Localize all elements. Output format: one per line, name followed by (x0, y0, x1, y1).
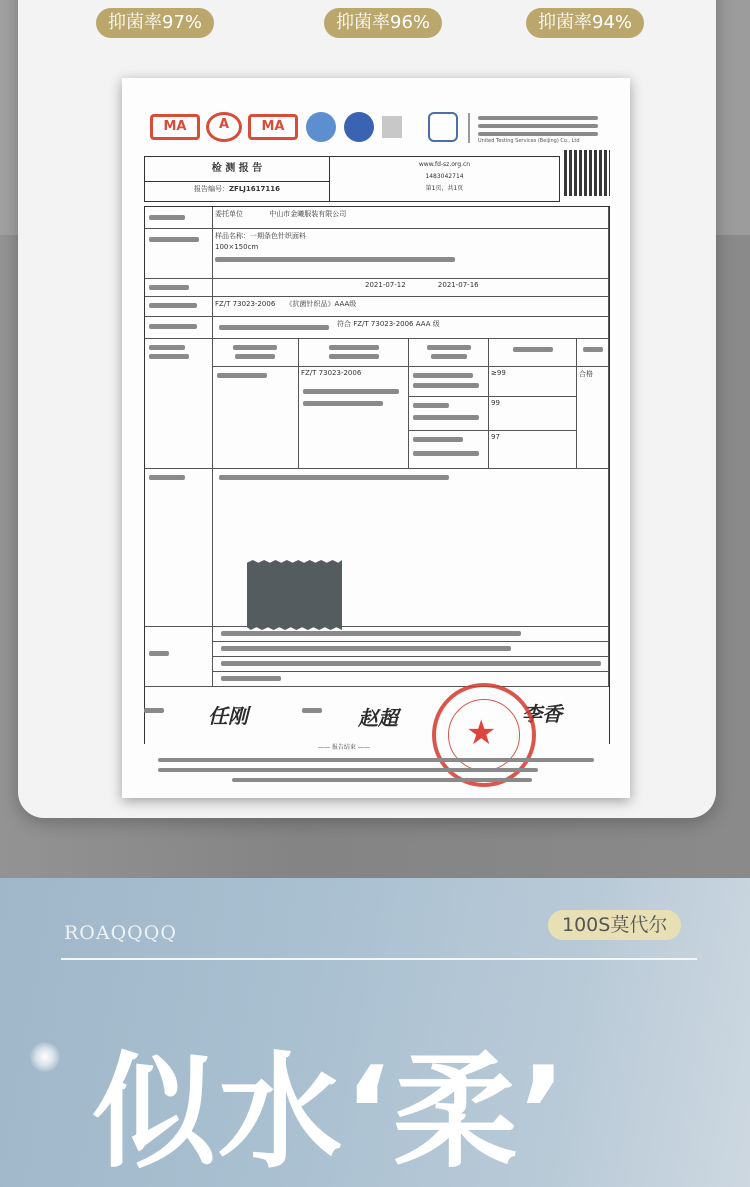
rate-badge-3: 抑菌率94% (526, 8, 644, 38)
note-3 (213, 657, 609, 672)
report-table (144, 206, 610, 744)
verdict-cell: 合格 (577, 367, 609, 469)
date-received: 2021-07-12 (365, 281, 406, 289)
row-label-standard (145, 297, 213, 317)
col-verdict (577, 339, 609, 367)
page-indicator: 第1页，共1页 (425, 185, 464, 192)
col-result (489, 339, 577, 367)
result-3: 97 (489, 431, 577, 469)
qr-code (564, 150, 610, 196)
row-label-date (145, 279, 213, 297)
report-number-value: ZFLJ1617116 (228, 185, 281, 193)
ca-logo: A (206, 112, 242, 142)
signature-3: 李香 (522, 702, 562, 726)
standard-cell (213, 297, 609, 317)
req-row-2 (409, 397, 489, 431)
uts-logo (428, 112, 458, 142)
standard-name: 《抗菌针织品》AAA级 (285, 300, 357, 308)
test-report-document (122, 78, 630, 798)
report-number: 报告编号：ZFLJ1617116 (144, 182, 330, 202)
signature-1: 任刚 (208, 704, 248, 728)
cma-logo-2: MA (248, 114, 298, 140)
star-icon: ★ (466, 713, 497, 753)
row-label-photo (145, 469, 213, 627)
org-english-name: United Testing Services (Beijing) Co., Ltd (478, 138, 580, 144)
report-end-text: 报告结束 (331, 744, 356, 751)
note-4 (213, 672, 609, 687)
report-title: 检 测 报 告 (144, 156, 330, 182)
method-standard: FZ/T 73023-2006 (301, 369, 362, 377)
fabric-sample-image (247, 560, 342, 630)
col-requirement (409, 339, 489, 367)
ilac-logo (306, 112, 336, 142)
row-label-conclusion (145, 317, 213, 339)
seal-icon (382, 116, 402, 138)
row-label-results (145, 339, 213, 469)
sign-label-2 (302, 708, 322, 713)
sample-value: 一期条色针织面料 (250, 232, 306, 240)
org-name-line (478, 124, 598, 128)
report-end: —— 报告结束 —— (318, 744, 370, 751)
row-label-client (145, 207, 213, 229)
date-cell (213, 279, 609, 297)
product-banner (0, 878, 750, 1187)
logo-divider (468, 113, 470, 143)
brand-name: ROAQQQQ (64, 922, 177, 944)
sparkle-icon (30, 1042, 60, 1072)
disclaimer-line (232, 778, 532, 782)
result-2: 99 (489, 397, 577, 431)
contact-line (158, 768, 538, 772)
note-2 (213, 642, 609, 657)
report-header (144, 156, 610, 204)
conclusion-value: 符合 FZ/T 73023-2006 AAA 级 (337, 320, 440, 328)
col-method (299, 339, 409, 367)
rate-badge-2: 抑菌率96% (324, 8, 442, 38)
req-row-1 (409, 367, 489, 397)
material-tag: 100S莫代尔 (548, 910, 681, 940)
org-name-line (478, 116, 598, 120)
cma-logo: MA (150, 114, 200, 140)
test-item-cell (213, 367, 299, 469)
client-cell (213, 207, 609, 229)
client-label: 委托单位 (215, 210, 243, 218)
report-number-label: 报告编号 (193, 185, 222, 193)
date-issued: 2021-07-16 (437, 281, 479, 289)
sign-label-1 (144, 708, 164, 713)
query-url: www.fd-sz.org.cn (418, 161, 471, 168)
row-label-sample (145, 229, 213, 279)
sample-cell: 样品名称：一期条色针织面料 100×150cm (213, 229, 609, 279)
row-label-notes (145, 627, 213, 687)
sample-spec: 100×150cm (215, 243, 259, 251)
cnas-logo (344, 112, 374, 142)
org-name-line (478, 132, 598, 136)
report-query (330, 156, 560, 202)
certification-logos (150, 108, 610, 148)
rate-badge-1: 抑菌率97% (96, 8, 214, 38)
conclusion-cell (213, 317, 609, 339)
col-item (213, 339, 299, 367)
signature-2: 赵超 (358, 706, 398, 730)
req-row-3 (409, 431, 489, 469)
test-method-cell (299, 367, 409, 469)
address-line (158, 758, 594, 762)
client-value: 中山市金曦服装有限公司 (269, 210, 347, 218)
headline: 似水‘柔’ (92, 1041, 569, 1185)
query-code: 1483042714 (425, 173, 464, 180)
sample-label: 样品名称 (215, 232, 243, 240)
standard-code: FZ/T 73023-2006 (215, 300, 276, 308)
banner-divider (61, 958, 697, 960)
result-1: ≥99 (489, 367, 577, 397)
